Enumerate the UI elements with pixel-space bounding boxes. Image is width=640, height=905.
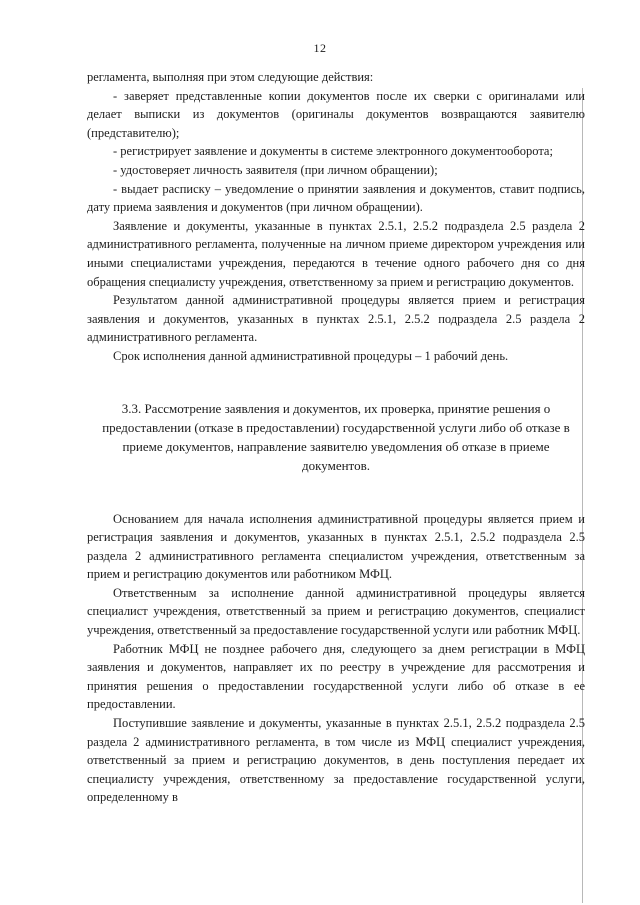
paragraph-mfc-worker: Работник МФЦ не позднее рабочего дня, следующего за днем регистрации в МФЦ заявления и документов, направляет их по реестру в учреждение для рассмотрения и принятия решения о предоставлении государственной услуги либо об отказе в ее предоставлении. bbox=[87, 641, 585, 712]
paragraph-deadline: Срок исполнения данной административной процедуры – 1 рабочий день. bbox=[113, 348, 509, 363]
paragraph-continuation: регламента, выполняя при этом следующие действия: bbox=[87, 70, 374, 84]
list-item-certify-copies: - заверяет представленные копии документов после их сверки с оригиналами или делает выписки из документов (оригиналы документов возвращаются заявителю (представителю); bbox=[87, 88, 585, 140]
paragraph-result: Результатом данной административной процедуры является прием и регистрация заявления и документов, указанных в пунктах 2.5.1, 2.5.2 подраздела 2.5 раздела 2 административного регламента. bbox=[87, 293, 585, 345]
document-body bbox=[87, 68, 585, 807]
list-item-issue-receipt: - выдает расписку – уведомление о принятии заявления и документов, ставит подпись, дату приема заявления и документов (при личном обращении). bbox=[87, 181, 585, 215]
section-heading-3-3: 3.3. Рассмотрение заявления и документов, их проверка, принятие решения о предоставлении (отказе в предоставлении) государственной услуги либо об отказе в приеме документов, направление заявителю уведомления об отказе в приеме документов. bbox=[102, 400, 570, 473]
paragraph-basis: Основанием для начала исполнения административной процедуры является прием и регистрация заявления и документов, указанных в пунктах 2.5.1, 2.5.2 подраздела 2.5 раздела 2 административного регламента специалистом учреждения, ответственным за прием и регистрацию документов или работником МФЦ. bbox=[87, 511, 585, 582]
paragraph-received-documents: Поступившие заявление и документы, указанные в пунктах 2.5.1, 2.5.2 подраздела 2.5 раздела 2 административного регламента, в том числе из МФЦ специалист учреждения, ответственный за прием и регистрацию документов, в день поступления передает их специалисту учреждения, ответственному за предоставление государственной услуги, определенному в bbox=[87, 716, 585, 805]
list-item-register: - регистрирует заявление и документы в системе электронного документооборота; bbox=[113, 144, 553, 159]
paragraph-responsible: Ответственным за исполнение данной административной процедуры является специалист учреждения, ответственный за прием и регистрацию документов, специалист учреждения, ответственный за предоставление государственной услуги или работник МФЦ. bbox=[87, 585, 585, 638]
page-number: 12 bbox=[313, 41, 327, 55]
list-item-verify-identity: - удостоверяет личность заявителя (при личном обращении); bbox=[113, 162, 438, 177]
paragraph-transfer: Заявление и документы, указанные в пунктах 2.5.1, 2.5.2 подраздела 2.5 раздела 2 административного регламента, полученные на личном приеме директором учреждения или иными специалистами учреждения, передаются в течение одного рабочего дня со дня обращения специалисту учреждения, ответственному за прием и регистрацию документов. bbox=[87, 218, 585, 289]
